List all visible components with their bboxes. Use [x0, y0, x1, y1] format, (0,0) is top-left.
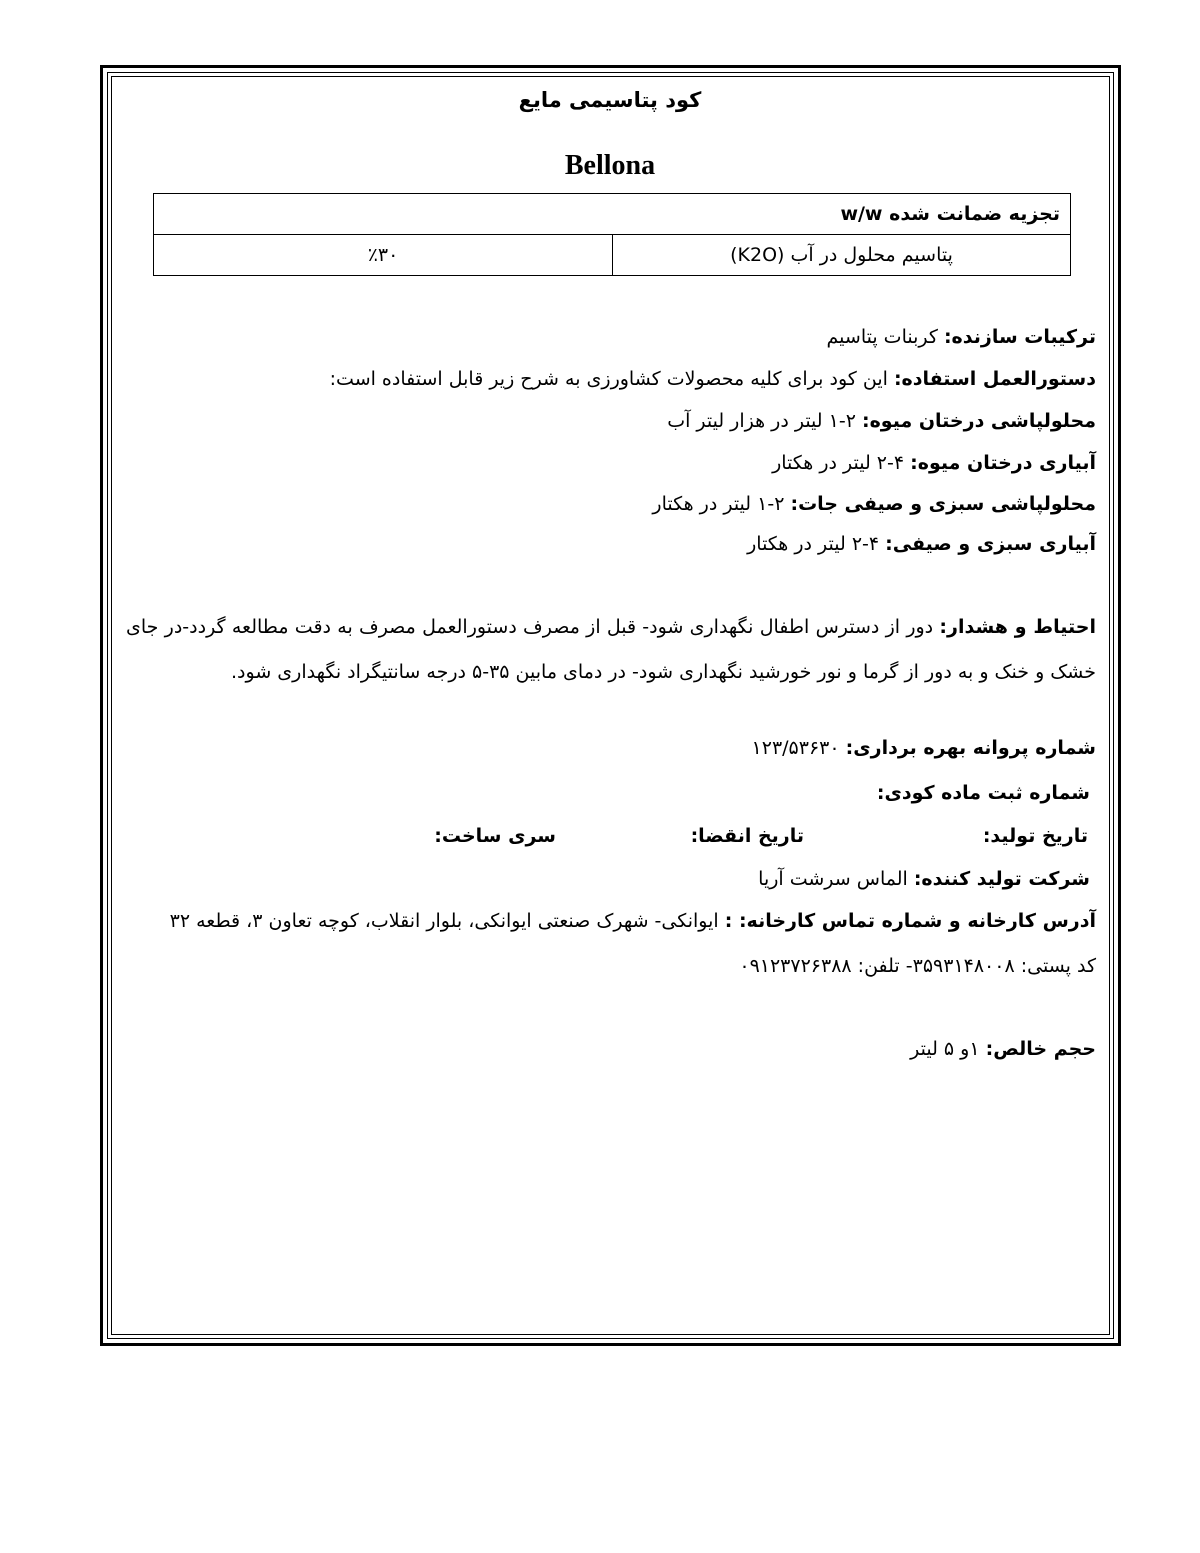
- net-volume-line: [910, 1038, 1096, 1060]
- net-volume-value: ۱و ۵ لیتر: [910, 1038, 980, 1060]
- fruit-irrigation-line: [772, 452, 1096, 474]
- veg-spray-label: محلولپاشی سبزی و صیفی جات:: [790, 493, 1096, 515]
- usage-line: [330, 368, 1096, 390]
- veg-spray-line: [652, 493, 1096, 515]
- registration-label: شماره ثبت ماده کودی:: [876, 782, 1090, 804]
- batch-label: سری ساخت:: [434, 825, 556, 847]
- usage-value: این کود برای کلیه محصولات کشاورزی به شرح زیر قابل استفاده است:: [329, 368, 888, 390]
- manufacturer-value: الماس سرشت آریا: [758, 868, 908, 890]
- registration-line: [877, 782, 1090, 804]
- table-row: [154, 235, 1071, 276]
- potassium-label: پتاسیم محلول در آب (K2O): [613, 235, 1071, 276]
- address-label: آدرس کارخانه و شماره تماس کارخانه: :: [724, 910, 1096, 932]
- table-header: تجزیه ضمانت شده w/w: [154, 194, 1071, 235]
- product-title: کود پتاسیمی مایع: [518, 88, 702, 112]
- license-value: ۱۲۳/۵۳۶۳۰: [751, 737, 840, 759]
- caution-value: دور از دسترس اطفال نگهداری شود- قبل از مصرف دستورالعمل مصرف به دقت مطالعه گردد-در جای خشک و خنک و به دور از گرما و نور خورشید نگهداری شود- در دمای مابین ۳۵-۵ درجه سانتیگراد نگهداری شود.: [126, 616, 1096, 683]
- composition-line: [827, 326, 1096, 348]
- net-volume-label: حجم خالص:: [985, 1038, 1096, 1060]
- veg-spray-value: ۲-۱ لیتر در هکتار: [652, 493, 785, 515]
- composition-value: کربنات پتاسیم: [826, 326, 938, 348]
- fruit-spray-line: [667, 410, 1096, 432]
- expiry-date-label: تاریخ انقضا:: [690, 825, 804, 847]
- manufacturer-line: [758, 868, 1090, 890]
- fruit-spray-value: ۲-۱ لیتر در هزار لیتر آب: [667, 410, 856, 432]
- brand-name: Bellona: [564, 150, 656, 181]
- composition-label: ترکیبات سازنده:: [943, 326, 1096, 348]
- license-label: شماره پروانه بهره برداری:: [845, 737, 1096, 759]
- potassium-value: ٪۳۰: [154, 235, 613, 276]
- usage-label: دستورالعمل استفاده:: [893, 368, 1096, 390]
- manufacturer-label: شرکت تولید کننده:: [913, 868, 1090, 890]
- fruit-irrigation-label: آبیاری درختان میوه:: [910, 452, 1096, 474]
- table-header-row: [154, 194, 1071, 235]
- caution-paragraph: [126, 605, 1096, 695]
- fruit-irrigation-value: ۴-۲ لیتر در هکتار: [772, 452, 905, 474]
- veg-irrigation-label: آبیاری سبزی و صیفی:: [885, 533, 1096, 555]
- fruit-spray-label: محلولپاشی درختان میوه:: [861, 410, 1096, 432]
- production-date-label: تاریخ تولید:: [982, 825, 1088, 847]
- address-line: [170, 910, 1096, 932]
- postal-phone-line: کد پستی: ۳۵۹۳۱۴۸۰۰۸- تلفن: ۰۹۱۲۳۷۲۶۳۸۸: [739, 955, 1096, 977]
- veg-irrigation-value: ۴-۲ لیتر در هکتار: [747, 533, 880, 555]
- veg-irrigation-line: [747, 533, 1096, 555]
- caution-label: احتیاط و هشدار:: [939, 616, 1097, 638]
- license-line: [752, 737, 1096, 759]
- guaranteed-analysis-table: [153, 193, 1071, 276]
- address-value: ایوانکی- شهرک صنعتی ایوانکی، بلوار انقلاب، کوچه تعاون ۳، قطعه ۳۲: [169, 910, 719, 932]
